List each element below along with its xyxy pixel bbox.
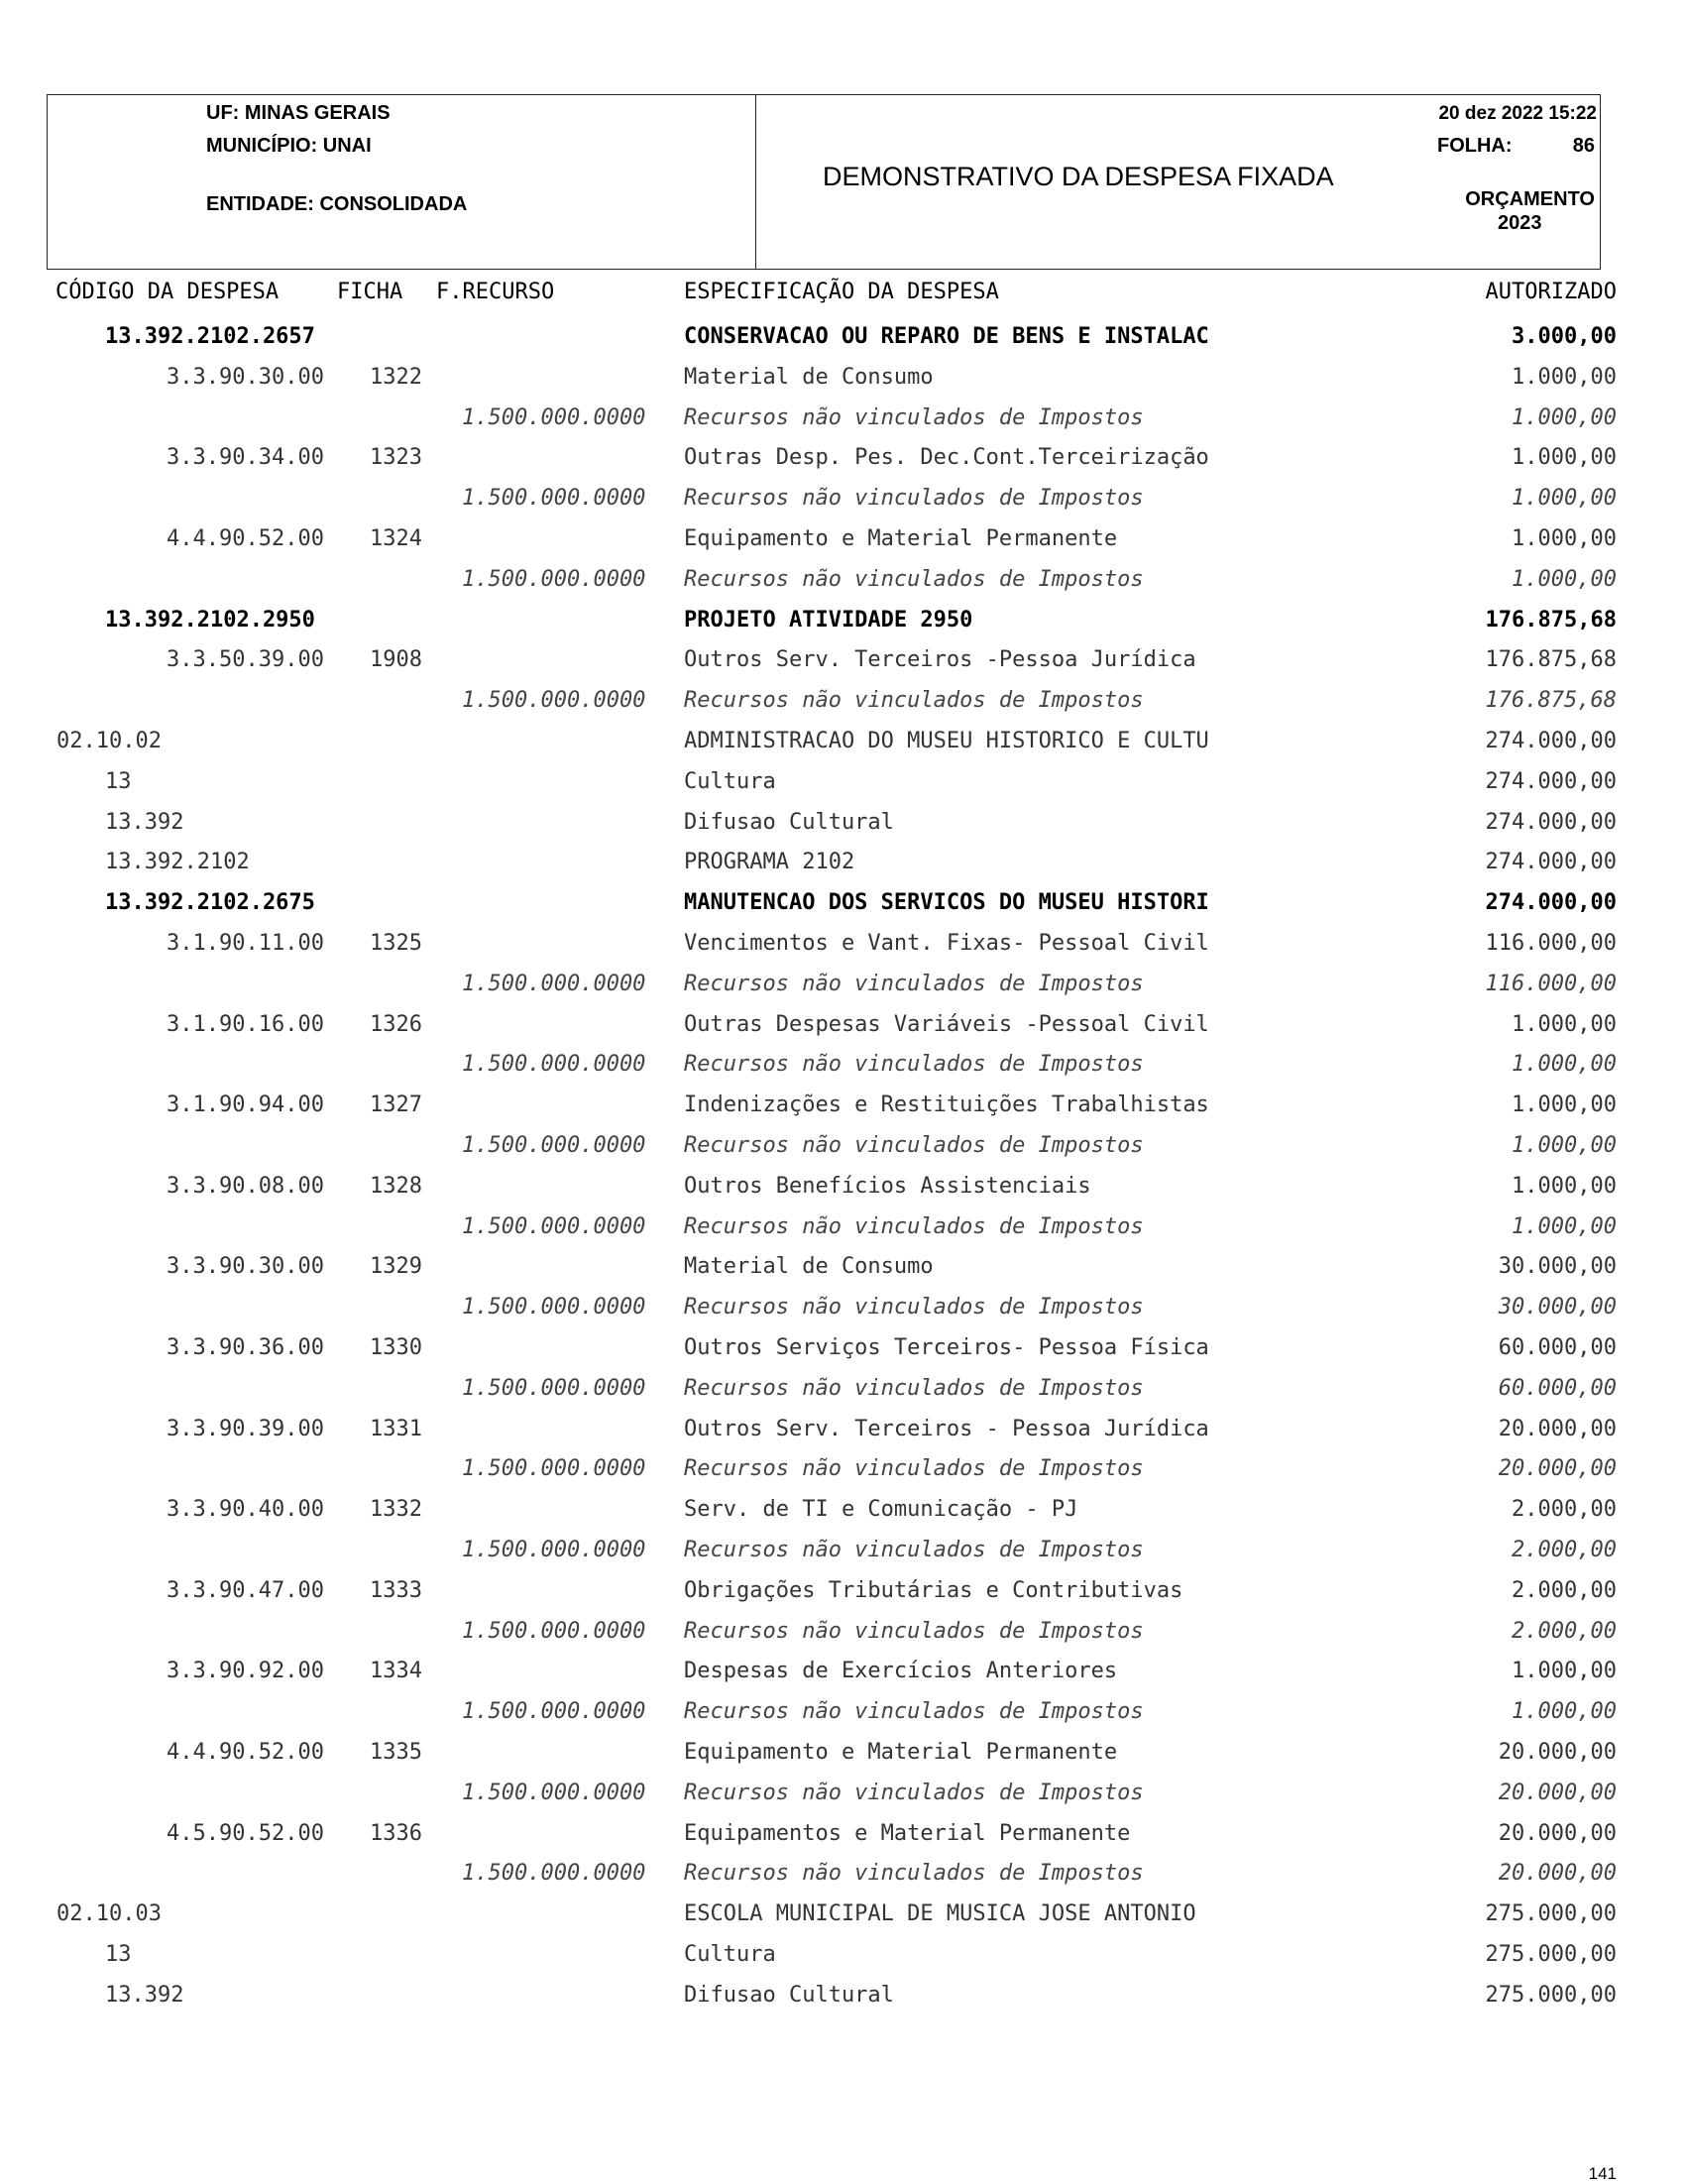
row-spec: Recursos não vinculados de Impostos	[684, 1295, 1144, 1321]
table-row	[0, 1942, 1686, 1972]
row-value: 1.000,00	[1512, 1173, 1617, 1199]
row-ficha: 1322	[370, 364, 422, 390]
row-spec: ADMINISTRACAO DO MUSEU HISTORICO E CULTU	[684, 729, 1209, 753]
row-spec: Recursos não vinculados de Impostos	[684, 1375, 1144, 1401]
row-value: 275.000,00	[1485, 1942, 1617, 1967]
row-fonte: 1.500.000.0000	[462, 486, 646, 512]
row-fonte: 1.500.000.0000	[462, 566, 646, 592]
row-spec: Cultura	[684, 768, 776, 794]
row-spec: Despesas de Exercícios Anteriores	[684, 1659, 1118, 1684]
row-value: 20.000,00	[1498, 1416, 1617, 1441]
row-value: 60.000,00	[1498, 1375, 1617, 1401]
row-value: 2.000,00	[1512, 1577, 1617, 1603]
row-value: 1.000,00	[1512, 1052, 1617, 1078]
row-fonte: 1.500.000.0000	[462, 1618, 646, 1644]
row-fonte: 1.500.000.0000	[462, 688, 646, 714]
row-code: 02.10.03	[56, 1901, 162, 1927]
row-spec: Recursos não vinculados de Impostos	[684, 1780, 1144, 1805]
fonte-row	[0, 1619, 1686, 1649]
row-spec: Recursos não vinculados de Impostos	[684, 1538, 1144, 1562]
fonte-row	[0, 1052, 1686, 1082]
table-row	[0, 365, 1686, 395]
table-row	[0, 324, 1686, 354]
header-divider	[755, 95, 756, 269]
row-value: 274.000,00	[1485, 809, 1617, 835]
row-spec: Serv. de TI e Comunicação - PJ	[684, 1497, 1078, 1523]
row-value: 2.000,00	[1512, 1538, 1617, 1562]
row-fonte: 1.500.000.0000	[462, 1456, 646, 1482]
row-value: 274.000,00	[1485, 768, 1617, 794]
row-fonte: 1.500.000.0000	[462, 1780, 646, 1805]
table-row	[0, 1497, 1686, 1527]
report-datetime: 20 dez 2022 15:22	[1438, 103, 1597, 124]
table-row	[0, 931, 1686, 961]
row-spec: Equipamentos e Material Permanente	[684, 1820, 1131, 1846]
folha-value: 86	[1572, 135, 1595, 157]
table-row	[0, 850, 1686, 879]
folha-label: FOLHA:	[1437, 135, 1513, 157]
row-code: 4.4.90.52.00	[167, 526, 324, 551]
table-row	[0, 526, 1686, 556]
table-row	[0, 890, 1686, 920]
fonte-row	[0, 486, 1686, 516]
row-code: 3.3.90.47.00	[167, 1577, 324, 1603]
row-spec: PROJETO ATIVIDADE 2950	[684, 607, 973, 632]
row-value: 1.000,00	[1512, 1011, 1617, 1037]
fonte-row	[0, 1456, 1686, 1486]
row-ficha: 1329	[370, 1254, 422, 1280]
row-ficha: 1331	[370, 1416, 422, 1441]
table-row	[0, 810, 1686, 840]
row-code: 13.392.2102.2950	[105, 607, 315, 632]
fonte-row	[0, 405, 1686, 435]
row-value: 176.875,68	[1485, 647, 1617, 673]
row-spec: Recursos não vinculados de Impostos	[684, 486, 1144, 512]
row-spec: Recursos não vinculados de Impostos	[684, 1133, 1144, 1158]
row-value: 1.000,00	[1512, 1699, 1617, 1725]
row-spec: Recursos não vinculados de Impostos	[684, 1456, 1144, 1482]
row-code: 13.392.2102.2657	[105, 324, 315, 349]
table-row	[0, 445, 1686, 475]
row-value: 20.000,00	[1498, 1861, 1617, 1887]
row-value: 274.000,00	[1485, 890, 1617, 916]
row-code: 3.3.90.30.00	[167, 1254, 324, 1280]
row-value: 1.000,00	[1512, 566, 1617, 592]
uf-label: UF: MINAS GERAIS	[206, 102, 391, 124]
row-ficha: 1327	[370, 1092, 422, 1118]
row-fonte: 1.500.000.0000	[462, 1052, 646, 1078]
row-code: 13	[105, 1942, 132, 1967]
row-spec: Equipamento e Material Permanente	[684, 1740, 1118, 1765]
row-value: 275.000,00	[1485, 1982, 1617, 2008]
row-value: 20.000,00	[1498, 1456, 1617, 1482]
fonte-row	[0, 972, 1686, 1001]
row-spec: Material de Consumo	[684, 1254, 934, 1280]
row-code: 3.3.90.36.00	[167, 1335, 324, 1360]
row-spec: Recursos não vinculados de Impostos	[684, 1618, 1144, 1644]
row-value: 60.000,00	[1498, 1335, 1617, 1360]
row-value: 116.000,00	[1485, 971, 1617, 996]
row-fonte: 1.500.000.0000	[462, 404, 646, 430]
row-spec: Outros Serv. Terceiros - Pessoa Jurídica	[684, 1416, 1209, 1441]
table-row	[0, 1983, 1686, 2012]
col-codigo: CÓDIGO DA DESPESA	[56, 280, 280, 304]
row-ficha: 1323	[370, 445, 422, 471]
row-ficha: 1324	[370, 526, 422, 551]
row-value: 1.000,00	[1512, 445, 1617, 471]
table-row	[0, 1901, 1686, 1931]
fonte-row	[0, 1861, 1686, 1891]
row-value: 3.000,00	[1512, 324, 1617, 349]
row-spec: Difusao Cultural	[684, 809, 894, 835]
table-row	[0, 1659, 1686, 1688]
row-spec: Outros Benefícios Assistenciais	[684, 1173, 1091, 1199]
row-fonte: 1.500.000.0000	[462, 1375, 646, 1401]
row-ficha: 1326	[370, 1011, 422, 1037]
row-fonte: 1.500.000.0000	[462, 1538, 646, 1562]
row-fonte: 1.500.000.0000	[462, 1295, 646, 1321]
row-spec: Recursos não vinculados de Impostos	[684, 1213, 1144, 1239]
fonte-row	[0, 1699, 1686, 1729]
table-row	[0, 1578, 1686, 1608]
row-fonte: 1.500.000.0000	[462, 1699, 646, 1725]
row-value: 1.000,00	[1512, 1659, 1617, 1684]
row-value: 274.000,00	[1485, 850, 1617, 875]
row-spec: Obrigações Tributárias e Contributivas	[684, 1577, 1183, 1603]
row-value: 30.000,00	[1498, 1295, 1617, 1321]
col-ficha: FICHA	[337, 280, 403, 304]
row-spec: Recursos não vinculados de Impostos	[684, 566, 1144, 592]
col-especificacao: ESPECIFICAÇÃO DA DESPESA	[684, 280, 999, 304]
row-value: 1.000,00	[1512, 1213, 1617, 1239]
row-code: 4.5.90.52.00	[167, 1820, 324, 1846]
row-spec: Recursos não vinculados de Impostos	[684, 1699, 1144, 1725]
row-ficha: 1330	[370, 1335, 422, 1360]
row-spec: Outros Serviços Terceiros- Pessoa Física	[684, 1335, 1209, 1360]
row-code: 3.3.90.08.00	[167, 1173, 324, 1199]
row-value: 1.000,00	[1512, 1092, 1617, 1118]
row-value: 30.000,00	[1498, 1254, 1617, 1280]
entidade-label: ENTIDADE: CONSOLIDADA	[206, 193, 468, 215]
row-spec: Outros Serv. Terceiros -Pessoa Jurídica	[684, 647, 1196, 673]
row-ficha: 1336	[370, 1820, 422, 1846]
col-frecurso: F.RECURSO	[436, 280, 555, 304]
fonte-row	[0, 1133, 1686, 1163]
row-ficha: 1328	[370, 1173, 422, 1199]
row-spec: Vencimentos e Vant. Fixas- Pessoal Civil	[684, 931, 1209, 956]
row-code: 3.1.90.11.00	[167, 931, 324, 956]
row-code: 4.4.90.52.00	[167, 1740, 324, 1765]
row-code: 3.3.50.39.00	[167, 647, 324, 673]
row-code: 3.3.90.39.00	[167, 1416, 324, 1441]
row-code: 3.3.90.40.00	[167, 1497, 324, 1523]
report-title: DEMONSTRATIVO DA DESPESA FIXADA	[823, 162, 1334, 191]
row-ficha: 1908	[370, 647, 422, 673]
row-fonte: 1.500.000.0000	[462, 1133, 646, 1158]
page-number: 141	[1588, 2164, 1617, 2183]
row-code: 02.10.02	[56, 729, 162, 753]
row-value: 20.000,00	[1498, 1780, 1617, 1805]
row-code: 13.392.2102.2675	[105, 890, 315, 916]
row-spec: Outras Desp. Pes. Dec.Cont.Terceirização	[684, 445, 1209, 471]
row-value: 1.000,00	[1512, 486, 1617, 512]
row-value: 20.000,00	[1498, 1740, 1617, 1765]
municipio-label: MUNICÍPIO: UNAI	[206, 135, 372, 157]
row-code: 13.392	[105, 1982, 184, 2008]
row-ficha: 1335	[370, 1740, 422, 1765]
table-row	[0, 729, 1686, 758]
table-row	[0, 1821, 1686, 1851]
row-value: 20.000,00	[1498, 1820, 1617, 1846]
row-code: 3.1.90.94.00	[167, 1092, 324, 1118]
row-value: 1.000,00	[1512, 1133, 1617, 1158]
table-row	[0, 1335, 1686, 1365]
row-value: 176.875,68	[1485, 688, 1617, 714]
row-ficha: 1333	[370, 1577, 422, 1603]
row-spec: Recursos não vinculados de Impostos	[684, 404, 1144, 430]
row-spec: Outras Despesas Variáveis -Pessoal Civil	[684, 1011, 1209, 1037]
row-value: 275.000,00	[1485, 1901, 1617, 1927]
table-row	[0, 1254, 1686, 1284]
fonte-row	[0, 1214, 1686, 1244]
row-spec: Recursos não vinculados de Impostos	[684, 971, 1144, 996]
row-code: 3.3.90.30.00	[167, 364, 324, 390]
row-code: 3.1.90.16.00	[167, 1011, 324, 1037]
row-value: 116.000,00	[1485, 931, 1617, 956]
row-spec: Recursos não vinculados de Impostos	[684, 688, 1144, 714]
row-code: 13	[105, 768, 132, 794]
row-ficha: 1325	[370, 931, 422, 956]
table-row	[0, 1092, 1686, 1122]
row-ficha: 1332	[370, 1497, 422, 1523]
row-fonte: 1.500.000.0000	[462, 971, 646, 996]
row-fonte: 1.500.000.0000	[462, 1213, 646, 1239]
table-row	[0, 1012, 1686, 1042]
table-row	[0, 647, 1686, 677]
fonte-row	[0, 1376, 1686, 1406]
col-autorizado: AUTORIZADO	[1485, 280, 1617, 304]
row-value: 2.000,00	[1512, 1497, 1617, 1523]
row-spec: Recursos não vinculados de Impostos	[684, 1861, 1144, 1887]
row-spec: CONSERVACAO OU REPARO DE BENS E INSTALAC	[684, 324, 1209, 349]
row-spec: Equipamento e Material Permanente	[684, 526, 1118, 551]
orcamento-year: 2023	[1498, 212, 1542, 234]
fonte-row	[0, 1295, 1686, 1324]
table-row	[0, 1174, 1686, 1204]
row-value: 274.000,00	[1485, 729, 1617, 753]
row-spec: Difusao Cultural	[684, 1982, 894, 2008]
row-ficha: 1334	[370, 1659, 422, 1684]
orcamento-label: ORÇAMENTO	[1465, 188, 1595, 210]
row-value: 1.000,00	[1512, 404, 1617, 430]
table-row	[0, 608, 1686, 637]
row-spec: MANUTENCAO DOS SERVICOS DO MUSEU HISTORI	[684, 890, 1209, 916]
row-code: 3.3.90.92.00	[167, 1659, 324, 1684]
row-code: 13.392.2102	[105, 850, 250, 875]
fonte-row	[0, 1538, 1686, 1567]
row-spec: Indenizações e Restituições Trabalhistas	[684, 1092, 1209, 1118]
row-value: 2.000,00	[1512, 1618, 1617, 1644]
row-spec: Material de Consumo	[684, 364, 934, 390]
row-code: 3.3.90.34.00	[167, 445, 324, 471]
row-value: 1.000,00	[1512, 526, 1617, 551]
row-spec: ESCOLA MUNICIPAL DE MUSICA JOSE ANTONIO	[684, 1901, 1196, 1927]
row-spec: Recursos não vinculados de Impostos	[684, 1052, 1144, 1078]
fonte-row	[0, 567, 1686, 597]
table-row	[0, 1740, 1686, 1770]
fonte-row	[0, 1781, 1686, 1810]
table-row	[0, 1417, 1686, 1446]
row-spec: Cultura	[684, 1942, 776, 1967]
row-fonte: 1.500.000.0000	[462, 1861, 646, 1887]
row-spec: PROGRAMA 2102	[684, 850, 855, 875]
row-value: 176.875,68	[1485, 607, 1617, 632]
fonte-row	[0, 688, 1686, 718]
table-row	[0, 769, 1686, 799]
row-value: 1.000,00	[1512, 364, 1617, 390]
row-code: 13.392	[105, 809, 184, 835]
